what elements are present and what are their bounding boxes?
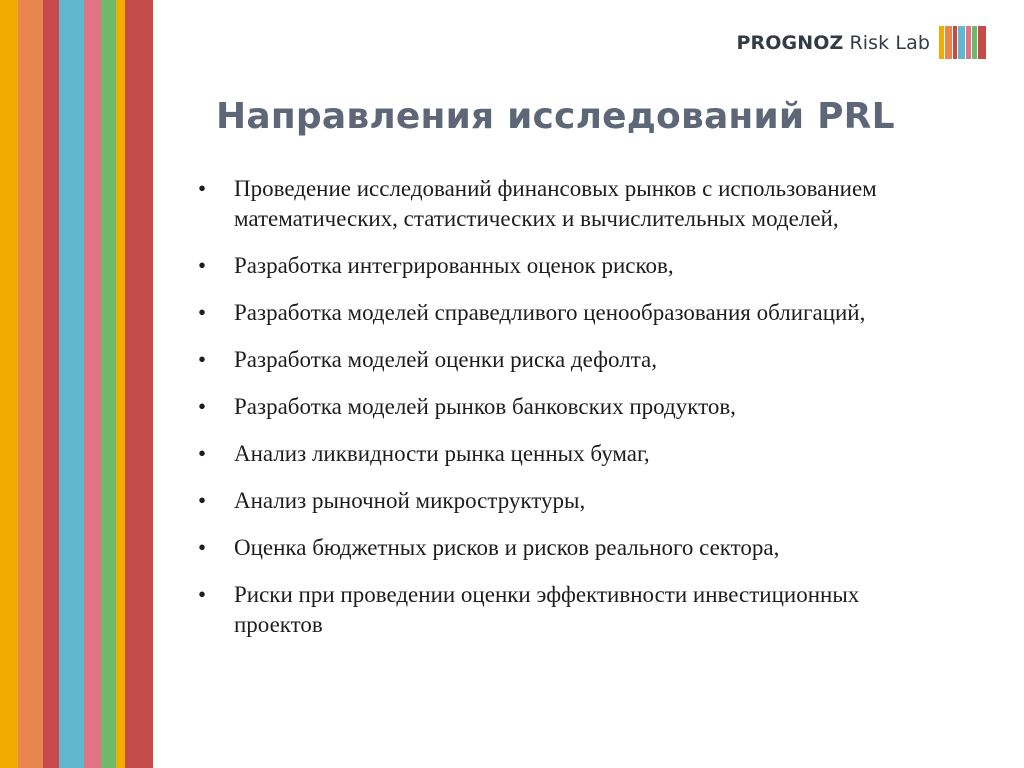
stripe bbox=[101, 0, 116, 768]
list-item-text: Проведение исследований финансовых рынков с использованием математических, статистических и вычислительных моделей, bbox=[234, 176, 877, 231]
list-item-text: Разработка интегрированных оценок рисков, bbox=[234, 253, 674, 278]
logo-brand: PROGNOZ bbox=[736, 31, 844, 54]
prognoz-risk-lab-logo bbox=[737, 26, 987, 59]
bullet-icon: • bbox=[198, 253, 207, 278]
logo-mark-bar bbox=[945, 26, 952, 59]
list-item-text: Разработка моделей оценки риска дефолта, bbox=[234, 347, 657, 372]
list-item bbox=[198, 580, 928, 640]
list-item bbox=[198, 298, 928, 328]
logo-mark-bar bbox=[972, 26, 977, 59]
research-directions-list bbox=[198, 174, 928, 657]
logo-mark-bar bbox=[978, 26, 986, 59]
list-item bbox=[198, 439, 928, 469]
slide-title: Направления исследований PRL bbox=[216, 96, 895, 137]
logo-mark-bar bbox=[953, 26, 957, 59]
bullet-icon: • bbox=[198, 488, 207, 513]
logo-mark-icon bbox=[939, 26, 986, 59]
stripe bbox=[59, 0, 84, 768]
logo-text bbox=[737, 32, 931, 54]
list-item bbox=[198, 533, 928, 563]
stripe bbox=[125, 0, 153, 768]
list-item bbox=[198, 345, 928, 375]
list-item bbox=[198, 174, 928, 234]
list-item bbox=[198, 392, 928, 422]
list-item-text: Оценка бюджетных рисков и рисков реального сектора, bbox=[234, 535, 780, 560]
bullet-icon: • bbox=[198, 300, 207, 325]
list-item-text: Разработка моделей справедливого ценообразования облигаций, bbox=[234, 300, 866, 325]
logo-suffix: Risk Lab bbox=[849, 31, 930, 54]
stripe bbox=[43, 0, 59, 768]
list-item-text: Риски при проведении оценки эффективности инвестиционных проектов bbox=[234, 582, 860, 637]
bullet-icon: • bbox=[198, 394, 207, 419]
bullet-icon: • bbox=[198, 441, 207, 466]
list-item bbox=[198, 251, 928, 281]
decorative-stripes bbox=[0, 0, 153, 768]
stripe bbox=[84, 0, 101, 768]
stripe bbox=[0, 0, 18, 768]
list-item bbox=[198, 486, 928, 516]
logo-mark-bar bbox=[958, 26, 965, 59]
list-item-text: Анализ ликвидности рынка ценных бумаг, bbox=[234, 441, 650, 466]
list-item-text: Разработка моделей рынков банковских продуктов, bbox=[234, 394, 736, 419]
list-item-text: Анализ рыночной микроструктуры, bbox=[234, 488, 586, 513]
bullet-icon: • bbox=[198, 535, 207, 560]
bullet-icon: • bbox=[198, 176, 207, 201]
logo-mark-bar bbox=[966, 26, 971, 59]
bullet-icon: • bbox=[198, 582, 207, 607]
stripe bbox=[116, 0, 125, 768]
bullet-icon: • bbox=[198, 347, 207, 372]
logo-mark-bar bbox=[939, 26, 944, 59]
stripe bbox=[18, 0, 43, 768]
